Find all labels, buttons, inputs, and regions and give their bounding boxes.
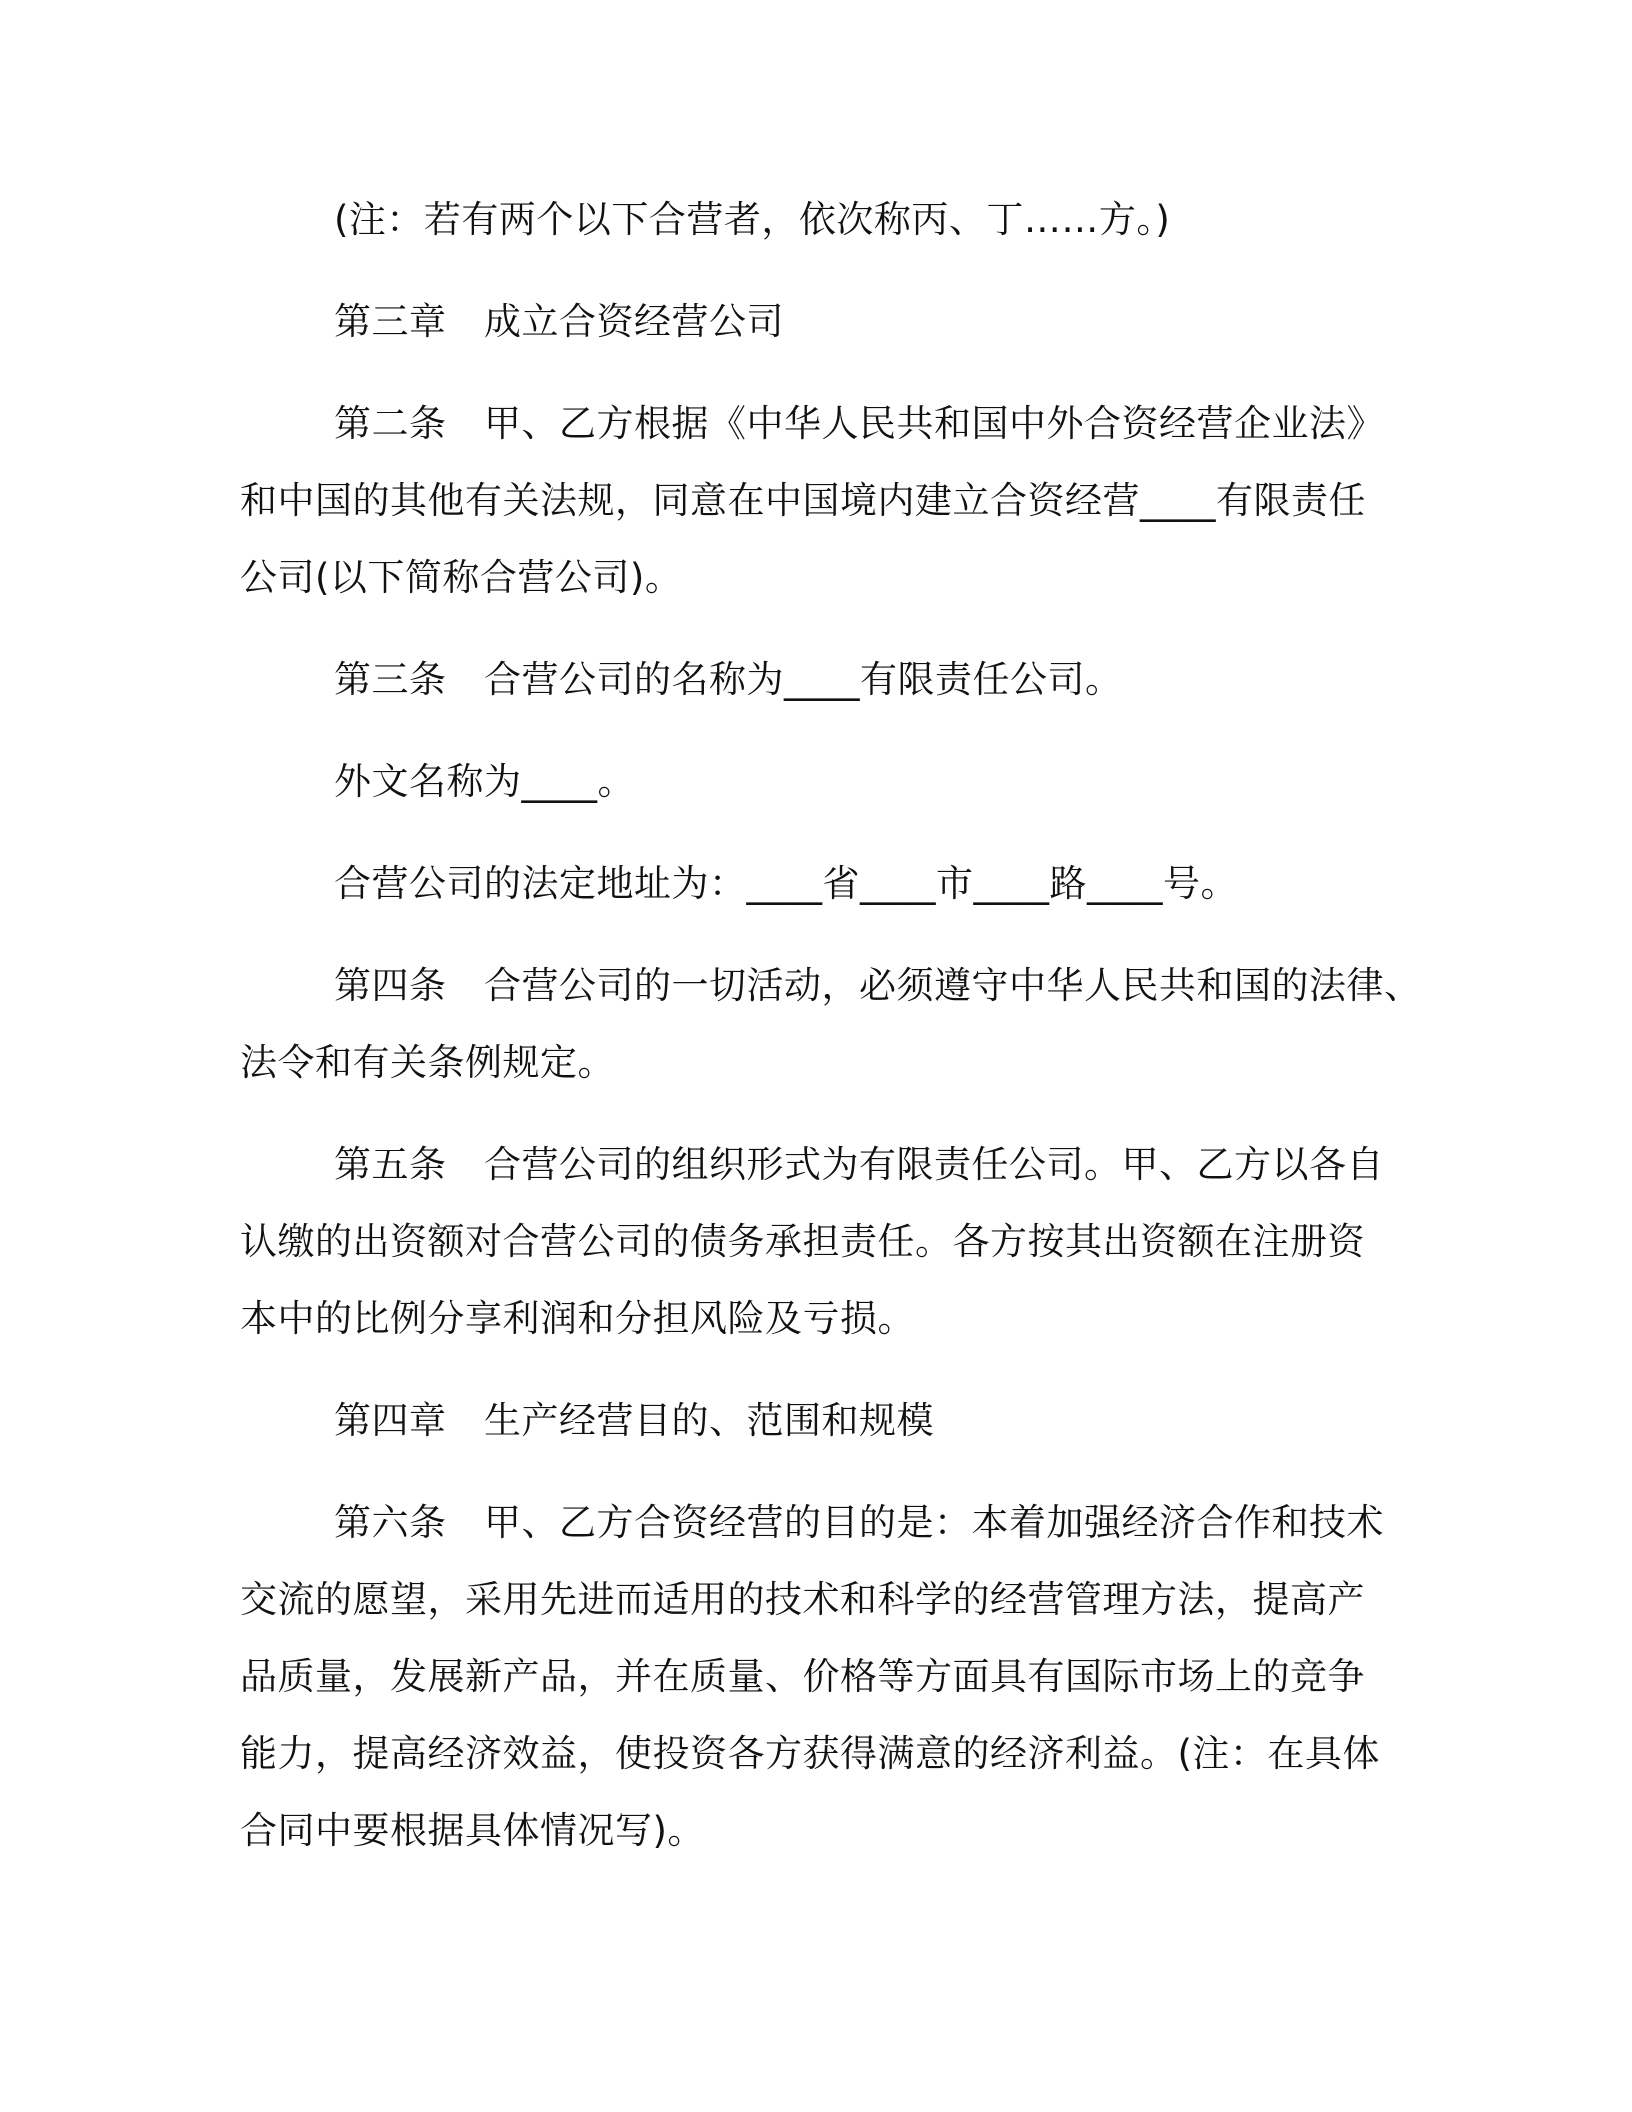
article-6-line-2: 交流的愿望，采用先进而适用的技术和科学的经营管理方法，提高产 <box>240 1578 1365 1621</box>
article-3-foreign-name: 外文名称为____。 <box>334 760 635 803</box>
article-5-line-1: 第五条 合营公司的组织形式为有限责任公司。甲、乙方以各自 <box>334 1143 1384 1186</box>
chapter-3-heading: 第三章 成立合资经营公司 <box>334 300 784 343</box>
article-2-line-2: 和中国的其他有关法规，同意在中国境内建立合资经营____有限责任 <box>240 479 1366 522</box>
article-2-line-1: 第二条 甲、乙方根据《中华人民共和国中外合资经营企业法》 <box>334 402 1384 445</box>
article-6-line-3: 品质量，发展新产品，并在质量、价格等方面具有国际市场上的竞争 <box>240 1655 1365 1698</box>
article-6-line-1: 第六条 甲、乙方合资经营的目的是：本着加强经济合作和技术 <box>334 1501 1384 1544</box>
article-6-line-4: 能力，提高经济效益，使投资各方获得满意的经济利益。(注：在具体 <box>240 1732 1380 1775</box>
chapter-4-heading: 第四章 生产经营目的、范围和规模 <box>334 1399 934 1442</box>
article-5-line-2: 认缴的出资额对合营公司的债务承担责任。各方按其出资额在注册资 <box>240 1220 1365 1263</box>
article-4-line-1: 第四条 合营公司的一切活动，必须遵守中华人民共和国的法律、 <box>334 964 1422 1007</box>
article-5-line-3: 本中的比例分享利润和分担风险及亏损。 <box>240 1297 915 1340</box>
article-2-line-3: 公司(以下简称合营公司)。 <box>240 556 683 599</box>
article-3-address: 合营公司的法定地址为：____省____市____路____号。 <box>334 862 1238 905</box>
article-3-line-1: 第三条 合营公司的名称为____有限责任公司。 <box>334 658 1123 701</box>
note-parties: (注：若有两个以下合营者，依次称丙、丁……方。) <box>334 198 1171 241</box>
article-4-line-2: 法令和有关条例规定。 <box>240 1041 615 1084</box>
article-6-line-5: 合同中要根据具体情况写)。 <box>240 1809 705 1852</box>
